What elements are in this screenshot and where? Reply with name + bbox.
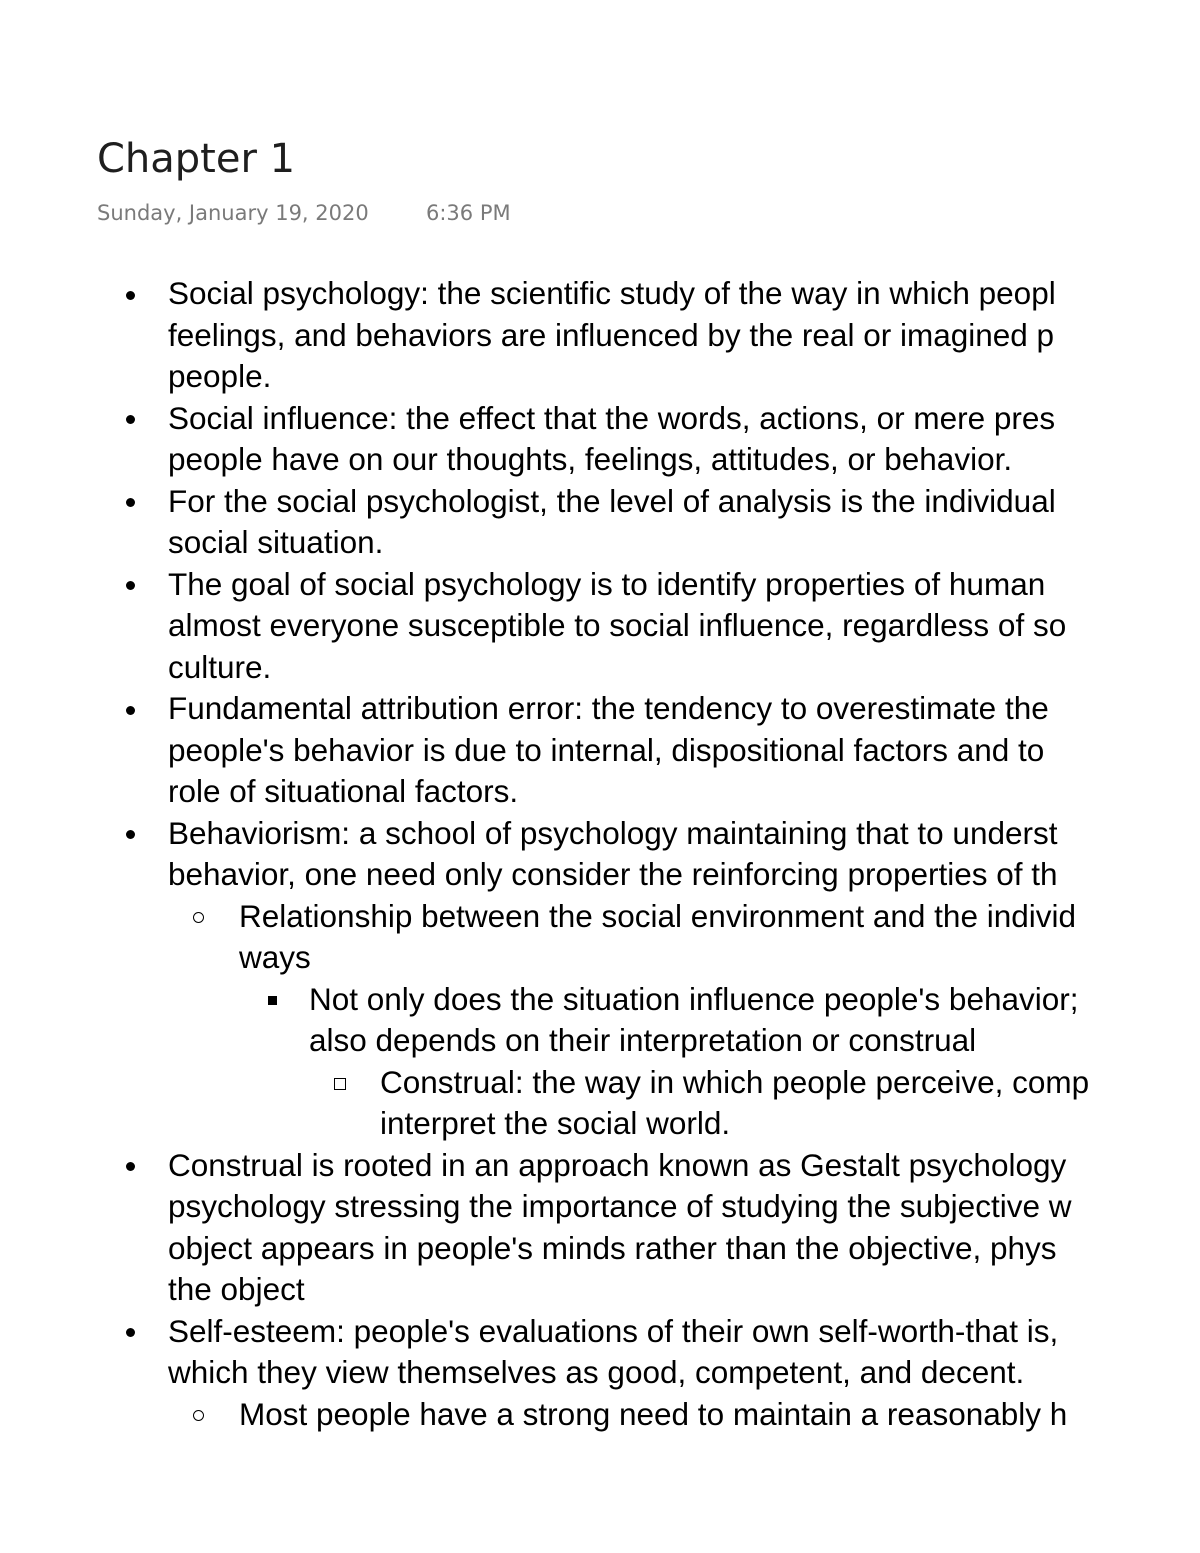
list-item-text: culture. — [168, 648, 272, 685]
list-item-text: Social psychology: the scientific study of the way in which peopl — [168, 275, 1056, 311]
list-item — [0, 896, 1200, 979]
list-item-text: For the social psychologist, the level of analysis is the individual — [168, 482, 1056, 519]
list-item-text: behavior, one need only consider the reinforcing properties of th — [168, 856, 1058, 892]
list-item — [0, 481, 1200, 564]
list-item-text: Construal is rooted in an approach known as Gestalt psychology — [168, 1146, 1067, 1183]
list-item-text: the object — [168, 1271, 305, 1307]
list-item — [0, 688, 1200, 813]
list-item-text: Construal: the way in which people perceive, comp — [380, 1063, 1090, 1100]
list-item-text: people. — [168, 358, 272, 394]
list-item-text: Self-esteem: people's evaluations of their own self-worth-that is, — [168, 1312, 1059, 1349]
dot-icon — [126, 481, 135, 523]
dot-icon — [126, 398, 135, 440]
list-item-text: The goal of social psychology is to identify properties of human — [168, 565, 1046, 602]
list-item — [0, 398, 1200, 481]
notes-list — [0, 273, 1200, 1435]
dot-icon — [126, 273, 135, 315]
list-item-text: Relationship between the social environment and the individ — [239, 897, 1077, 934]
list-item — [0, 273, 1200, 398]
list-item-text: object appears in people's minds rather than the objective, phys — [168, 1229, 1057, 1266]
dot-icon — [126, 813, 135, 855]
list-item-text: Not only does the situation influence people's behavior; — [309, 980, 1079, 1017]
page-time: 6:36 PM — [426, 201, 511, 225]
dot-icon — [126, 688, 135, 730]
list-item-text: Behaviorism: a school of psychology maintaining that to underst — [168, 814, 1058, 851]
list-item-text: people have on our thoughts, feelings, attitudes, or behavior. — [168, 441, 1013, 477]
page-title: Chapter 1 — [97, 136, 296, 182]
list-item — [0, 1311, 1200, 1394]
list-item-text: Fundamental attribution error: the tendency to overestimate the — [168, 690, 1049, 726]
list-item-text: almost everyone susceptible to social influence, regardless of so — [168, 607, 1067, 643]
square-icon — [268, 979, 277, 1021]
list-item — [0, 1062, 1200, 1145]
list-item-text: psychology stressing the importance of studying the subjective w — [168, 1188, 1072, 1224]
circle-icon — [193, 1394, 204, 1436]
hollow-square-icon — [334, 1062, 346, 1104]
circle-icon — [193, 896, 204, 938]
list-item — [0, 1145, 1200, 1311]
list-item-text: interpret the social world. — [380, 1105, 731, 1141]
list-item-text: feelings, and behaviors are influenced by the real or imagined p — [168, 316, 1055, 353]
list-item-text: role of situational factors. — [168, 773, 519, 809]
list-item-text: Social influence: the effect that the words, actions, or mere pres — [168, 399, 1056, 436]
dot-icon — [126, 564, 135, 606]
page-date: Sunday, January 19, 2020 — [97, 201, 369, 225]
list-item-text: Most people have a strong need to maintain a reasonably h — [239, 1395, 1068, 1432]
list-item — [0, 813, 1200, 896]
dot-icon — [126, 1145, 135, 1187]
dot-icon — [126, 1311, 135, 1353]
list-item-text: ways — [239, 939, 311, 975]
list-item-text: which they view themselves as good, competent, and decent. — [168, 1354, 1025, 1390]
list-item — [0, 979, 1200, 1062]
list-item-text: people's behavior is due to internal, dispositional factors and to — [168, 731, 1045, 768]
list-item-text: social situation. — [168, 524, 384, 560]
list-item-text: also depends on their interpretation or construal — [309, 1022, 977, 1058]
list-item — [0, 1394, 1200, 1436]
list-item — [0, 564, 1200, 689]
